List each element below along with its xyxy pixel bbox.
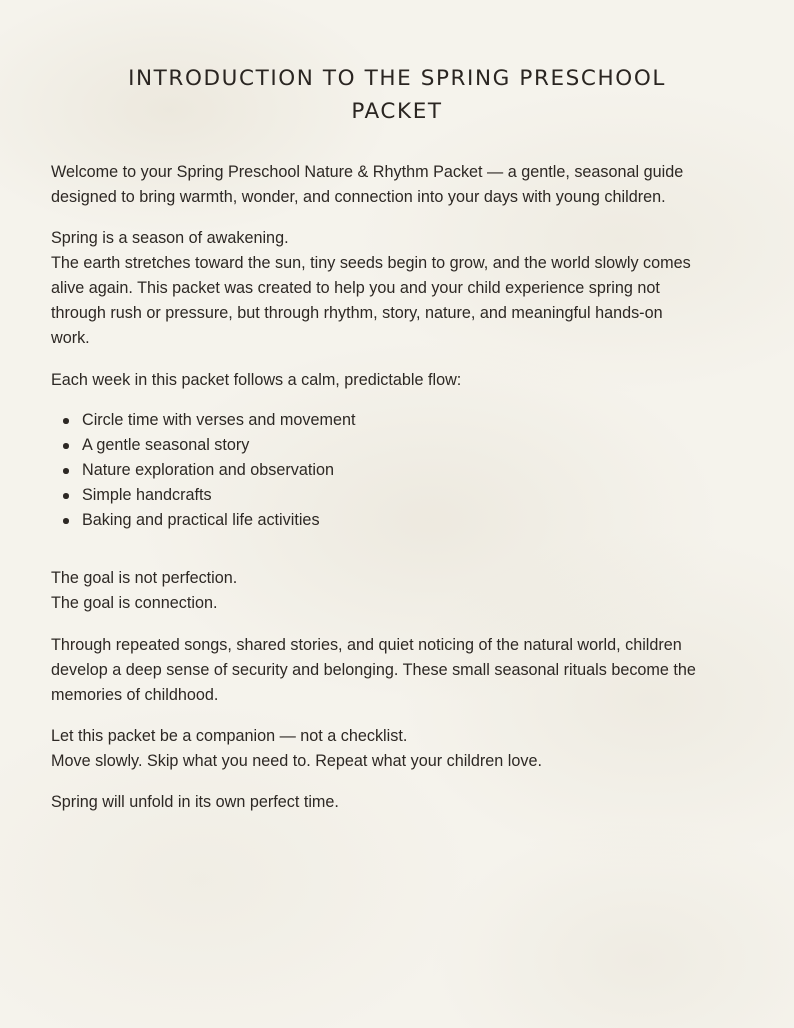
season-line-5: work. [51, 329, 90, 347]
closing-paragraph [51, 790, 731, 815]
intro-paragraph [51, 160, 731, 210]
flow-intro-line: Each week in this packet follows a calm, predictable flow: [51, 371, 462, 389]
list-item-text: Simple handcrafts [82, 486, 212, 504]
bullet-icon [63, 518, 69, 524]
bullet-icon [63, 493, 69, 499]
season-line-3: alive again. This packet was created to help you and your child experience spring not [51, 279, 660, 297]
list-item [51, 458, 355, 483]
season-line-2: The earth stretches toward the sun, tiny seeds begin to grow, and the world slowly comes [51, 254, 691, 272]
page-title-line-2: PACKET [351, 99, 443, 124]
goal-paragraph [51, 566, 731, 616]
list-item-text: Nature exploration and observation [82, 461, 334, 479]
list-item [51, 408, 355, 433]
intro-line-2: designed to bring warmth, wonder, and connection into your days with young children. [51, 188, 666, 206]
bullet-icon [63, 418, 69, 424]
weekly-flow-list [51, 408, 355, 533]
list-item [51, 433, 355, 458]
through-line-2: develop a deep sense of security and belonging. These small seasonal rituals become the [51, 661, 696, 679]
goal-line-2: The goal is connection. [51, 594, 218, 612]
companion-line-2: Move slowly. Skip what you need to. Repeat what your children love. [51, 752, 542, 770]
season-paragraph [51, 226, 731, 351]
companion-line-1: Let this packet be a companion — not a checklist. [51, 727, 408, 745]
through-line-1: Through repeated songs, shared stories, and quiet noticing of the natural world, children [51, 636, 682, 654]
companion-paragraph [51, 724, 731, 774]
season-line-1: Spring is a season of awakening. [51, 229, 289, 247]
closing-line: Spring will unfold in its own perfect time. [51, 793, 339, 811]
through-paragraph [51, 633, 731, 708]
bullet-icon [63, 468, 69, 474]
flow-intro-paragraph [51, 368, 731, 393]
season-line-4: through rush or pressure, but through rhythm, story, nature, and meaningful hands-on [51, 304, 663, 322]
list-item-text: A gentle seasonal story [82, 436, 250, 454]
list-item-text: Baking and practical life activities [82, 511, 320, 529]
bullet-icon [63, 443, 69, 449]
page-title [40, 62, 754, 128]
goal-line-1: The goal is not perfection. [51, 569, 238, 587]
intro-line-1: Welcome to your Spring Preschool Nature & Rhythm Packet — a gentle, seasonal guide [51, 163, 684, 181]
list-item [51, 508, 355, 533]
through-line-3: memories of childhood. [51, 686, 219, 704]
page-title-line-1: INTRODUCTION TO THE SPRING PRESCHOOL [128, 66, 666, 91]
list-item-text: Circle time with verses and movement [82, 411, 356, 429]
list-item [51, 483, 355, 508]
